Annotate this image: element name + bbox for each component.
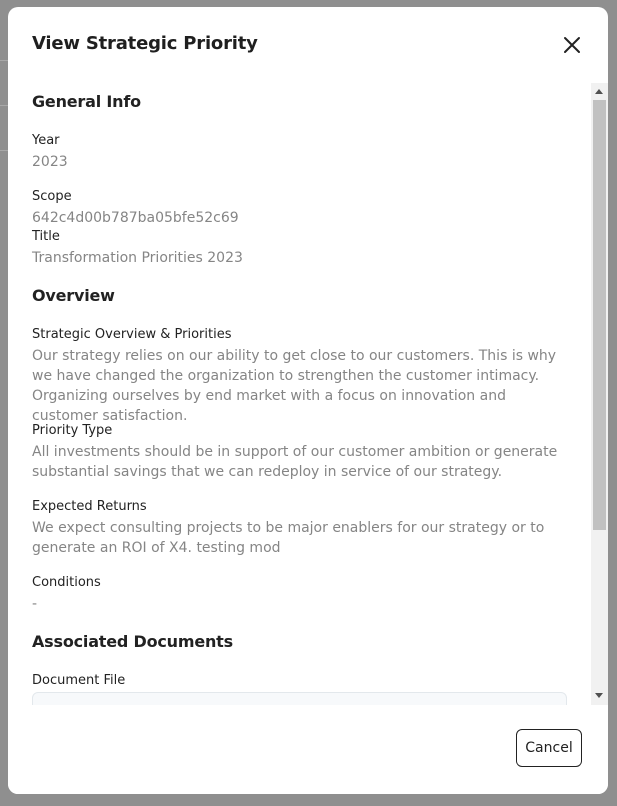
close-button[interactable]	[560, 33, 584, 57]
modal-title: View Strategic Priority	[32, 33, 258, 54]
section-title-associated-documents: Associated Documents	[32, 632, 233, 651]
scrollbar-thumb[interactable]	[593, 100, 606, 530]
priority-type-value: All investments should be in support of our customer ambition or generate substantial savings that we can redeploy in service of our strategy.	[32, 444, 558, 480]
cancel-button[interactable]: Cancel	[516, 729, 582, 767]
title-value: Transformation Priorities 2023	[32, 250, 243, 266]
modal-body[interactable]	[8, 83, 608, 705]
section-title-overview: Overview	[32, 286, 115, 305]
section-title-general-info: General Info	[32, 92, 141, 111]
scroll-up-arrow-icon[interactable]	[595, 89, 603, 94]
priority-type-label: Priority Type	[32, 423, 113, 438]
modal-footer	[8, 705, 608, 794]
close-icon	[560, 33, 584, 57]
scope-value: 642c4d00b787ba05bfe52c69	[32, 210, 239, 226]
document-file-box	[32, 692, 567, 705]
scope-label: Scope	[32, 189, 72, 204]
year-value: 2023	[32, 154, 68, 170]
strategic-overview-value: Our strategy relies on our ability to get close to our customers. This is why we have changed the organization to strengthen the customer intimacy. Organizing ourselves by end market with a focus on innovation and customer satisfaction.	[32, 348, 557, 424]
document-file-label: Document File	[32, 673, 126, 688]
strategic-overview-label: Strategic Overview & Priorities	[32, 327, 232, 342]
year-label: Year	[32, 133, 60, 148]
conditions-label: Conditions	[32, 575, 101, 590]
expected-returns-value: We expect consulting projects to be major enablers for our strategy or to generate an ROI of X4. testing mod	[32, 520, 545, 556]
title-label: Title	[32, 229, 60, 244]
modal-header	[8, 7, 608, 83]
modal-scrollbar[interactable]	[591, 83, 608, 705]
conditions-value: -	[32, 596, 38, 612]
view-strategic-priority-dialog	[8, 7, 608, 794]
scroll-down-arrow-icon[interactable]	[595, 693, 603, 698]
expected-returns-label: Expected Returns	[32, 499, 147, 514]
